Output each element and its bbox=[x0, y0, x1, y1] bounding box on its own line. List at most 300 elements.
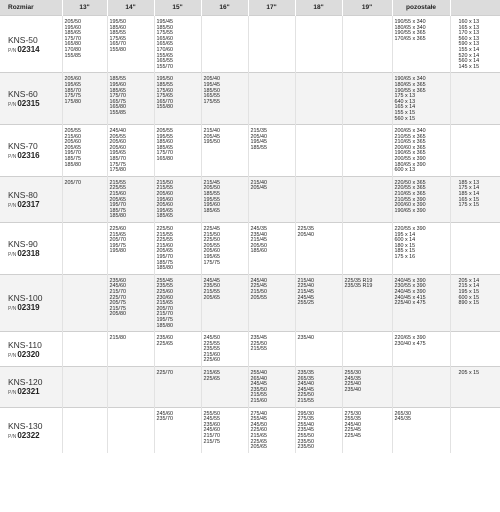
tire-size: 200/65 x 340 bbox=[394, 128, 426, 135]
tire-size: 215/75 bbox=[203, 438, 220, 445]
tire-size: 245/40 bbox=[109, 128, 126, 135]
tire-size: 185 x 13 bbox=[458, 179, 480, 186]
size-cell bbox=[295, 16, 342, 73]
tire-size: 235/45 bbox=[297, 427, 314, 434]
tire-size: 225/45 bbox=[344, 427, 361, 434]
part-number bbox=[8, 99, 60, 110]
tire-size: 265/30 bbox=[394, 410, 411, 417]
tire-size: 225/35 R19 bbox=[344, 277, 373, 284]
tire-size: 215/60 bbox=[203, 351, 220, 358]
size-cell bbox=[342, 407, 392, 453]
tire-size: 225/60 bbox=[203, 357, 220, 364]
tire-size: 255/50 bbox=[297, 433, 314, 439]
model-name: KNS-70 bbox=[8, 140, 38, 151]
tire-size: 165/65 bbox=[156, 41, 173, 48]
model-name: KNS-90 bbox=[8, 238, 38, 249]
part-number-value: 02322 bbox=[17, 430, 40, 440]
model-cell bbox=[0, 73, 62, 125]
header-column: pozostałe bbox=[392, 0, 450, 16]
size-cell bbox=[295, 73, 342, 125]
tire-size: 205/45 bbox=[203, 133, 220, 140]
header-column: 19" bbox=[342, 0, 392, 16]
tire-size: 205/65 bbox=[156, 248, 173, 255]
tire-size: 205/55 bbox=[156, 128, 173, 135]
tire-size: 235/60 bbox=[203, 421, 220, 428]
size-cell bbox=[295, 223, 342, 275]
model-name: KNS-50 bbox=[8, 34, 38, 45]
tire-size: 195/60 bbox=[109, 81, 126, 88]
tire-size: 195/70 bbox=[64, 150, 81, 157]
tire-size: 165 x 13 bbox=[458, 24, 480, 31]
size-cell bbox=[154, 274, 201, 331]
tire-size: 220/55 x 365 bbox=[394, 185, 426, 192]
size-cell bbox=[62, 274, 107, 331]
tire-size: 245/45 bbox=[250, 381, 267, 388]
tire-size: 295/30 bbox=[297, 410, 314, 417]
tire-size: 255/35 bbox=[344, 416, 361, 423]
model-cell bbox=[0, 367, 62, 408]
tire-size: 195/55 bbox=[203, 196, 220, 203]
part-number-prefix: P/N bbox=[8, 433, 17, 440]
tire-size: 245/40 bbox=[297, 381, 314, 388]
table-row bbox=[0, 367, 500, 408]
tire-size: 560 x 13 bbox=[458, 35, 480, 42]
tire-size: 215/75 bbox=[109, 305, 126, 312]
size-cell bbox=[107, 176, 154, 222]
tire-size: 205/50 bbox=[64, 19, 81, 25]
size-cell bbox=[201, 223, 248, 275]
tire-size: 215/80 bbox=[109, 335, 126, 342]
tire-size: 255/45 bbox=[250, 416, 267, 423]
tire-size: 205/65 bbox=[250, 444, 267, 451]
tire-size: 215/50 bbox=[250, 288, 267, 295]
tire-size: 155/70 bbox=[156, 63, 173, 70]
tire-size: 185/75 bbox=[64, 156, 81, 163]
part-number bbox=[8, 151, 60, 162]
header-column: 15" bbox=[154, 0, 201, 16]
size-cell bbox=[342, 125, 392, 177]
tire-size: 180/65 x 365 bbox=[394, 81, 426, 88]
tire-size: 175/70 bbox=[109, 93, 126, 100]
tire-size: 190/65 x 390 bbox=[394, 207, 426, 214]
tire-size: 235/50 bbox=[203, 283, 220, 290]
tire-size: 240/45 x 390 bbox=[394, 288, 426, 295]
tire-size: 265/35 bbox=[297, 375, 314, 382]
size-cell bbox=[107, 73, 154, 125]
tire-size: 215/60 bbox=[156, 242, 173, 249]
tire-size: 205/40 bbox=[203, 76, 220, 83]
size-cell bbox=[107, 332, 154, 367]
tire-size: 235/55 bbox=[156, 283, 173, 290]
tire-size: 195/75 bbox=[109, 242, 126, 249]
model-cell bbox=[0, 407, 62, 453]
tire-size: 215/45 bbox=[250, 237, 267, 244]
tire-size: 600 x 14 bbox=[394, 237, 416, 244]
tire-size: 195/50 bbox=[203, 139, 220, 146]
size-cell bbox=[107, 407, 154, 453]
size-cell bbox=[295, 367, 342, 408]
tire-size: 240/45 x 390 bbox=[394, 277, 426, 284]
size-cell bbox=[392, 16, 450, 73]
table-row bbox=[0, 16, 500, 73]
tire-size: 215/55 bbox=[156, 231, 173, 238]
tire-size: 205/45 bbox=[250, 185, 267, 192]
tire-size: 195/60 bbox=[156, 196, 173, 203]
tire-size: 155/80 bbox=[109, 46, 126, 53]
tire-size: 215/40 bbox=[250, 179, 267, 186]
part-number-value: 02321 bbox=[17, 387, 40, 397]
tire-size: 205/75 bbox=[109, 300, 126, 307]
tire-size: 275/30 bbox=[344, 410, 361, 417]
tire-size: 165/75 bbox=[109, 98, 126, 105]
tire-size: 165 x 15 bbox=[458, 196, 480, 203]
model-cell bbox=[0, 16, 62, 73]
tire-size: 235/50 bbox=[297, 438, 314, 445]
tire-size: 175/75 bbox=[203, 259, 220, 266]
model-name: KNS-130 bbox=[8, 420, 43, 431]
size-cell bbox=[450, 274, 500, 331]
tire-size: 215/65 bbox=[203, 370, 220, 377]
model-name: KNS-60 bbox=[8, 89, 38, 100]
tire-size: 170 x 13 bbox=[458, 30, 480, 37]
tire-size: 255/25 bbox=[297, 300, 314, 307]
size-cell bbox=[154, 125, 201, 177]
tire-size: 220/50 x 365 bbox=[394, 179, 426, 186]
size-cell bbox=[392, 407, 450, 453]
tire-size: 225/65 bbox=[250, 438, 267, 445]
tire-size: 205/55 bbox=[203, 242, 220, 249]
header-column: 18" bbox=[295, 0, 342, 16]
size-cell bbox=[62, 16, 107, 73]
tire-size: 200/60 x 365 bbox=[394, 144, 426, 151]
tire-size: 210/55 x 390 bbox=[394, 196, 426, 203]
tire-size: 195/45 bbox=[156, 19, 173, 25]
tire-size: 165/80 bbox=[109, 104, 126, 111]
size-cell bbox=[342, 16, 392, 73]
tire-size: 215/50 bbox=[156, 179, 173, 186]
tire-size: 190/55 x 365 bbox=[394, 30, 426, 37]
part-number-prefix: P/N bbox=[8, 102, 17, 109]
model-name: KNS-120 bbox=[8, 377, 43, 388]
tire-size: 235/60 bbox=[109, 277, 126, 284]
header-column: 14" bbox=[107, 0, 154, 16]
size-cell bbox=[107, 367, 154, 408]
table-row bbox=[0, 407, 500, 453]
tire-size: 225/70 bbox=[156, 370, 173, 377]
size-cell bbox=[248, 274, 295, 331]
tire-size: 185 x 15 bbox=[394, 248, 416, 255]
size-cell bbox=[248, 223, 295, 275]
tire-size: 225/55 bbox=[156, 237, 173, 244]
tire-size: 225/50 bbox=[203, 237, 220, 244]
size-cell bbox=[107, 223, 154, 275]
tire-size: 215/45 bbox=[203, 179, 220, 186]
tire-size: 225/50 bbox=[297, 392, 314, 399]
size-cell bbox=[201, 176, 248, 222]
tire-size: 245/35 bbox=[394, 416, 411, 423]
tire-size: 220/55 x 390 bbox=[394, 226, 426, 232]
part-number-prefix: P/N bbox=[8, 47, 17, 54]
part-number bbox=[8, 350, 60, 361]
tire-size: 225/35 bbox=[297, 226, 314, 232]
model-cell bbox=[0, 332, 62, 367]
tire-size: 195/65 bbox=[64, 81, 81, 88]
size-cell bbox=[201, 125, 248, 177]
tire-size: 205/80 bbox=[109, 311, 126, 318]
size-cell bbox=[342, 176, 392, 222]
tire-size: 205/65 bbox=[64, 144, 81, 151]
header-row bbox=[0, 0, 500, 16]
tire-size: 165/80 bbox=[64, 41, 81, 48]
size-cell bbox=[295, 332, 342, 367]
tire-size: 205 x 14 bbox=[458, 277, 480, 284]
tire-size: 155/65 bbox=[156, 52, 173, 59]
tire-size: 155/85 bbox=[64, 52, 81, 59]
tire-size: 230/40 x 475 bbox=[394, 340, 426, 347]
header-column: 13" bbox=[62, 0, 107, 16]
size-cell bbox=[450, 16, 500, 73]
tire-size: 185/70 bbox=[64, 87, 81, 94]
size-cell bbox=[392, 125, 450, 177]
tire-size: 185/55 bbox=[156, 81, 173, 88]
size-cell bbox=[154, 367, 201, 408]
tire-size: 185/80 bbox=[109, 213, 126, 220]
tire-size: 195/70 bbox=[156, 253, 173, 260]
tire-size: 195/65 bbox=[203, 253, 220, 260]
tire-size: 235/40 bbox=[344, 386, 361, 393]
tire-size: 225/45 bbox=[250, 283, 267, 290]
tire-size: 195/65 bbox=[109, 150, 126, 157]
tire-size: 225/50 bbox=[250, 340, 267, 347]
tire-size: 255/45 bbox=[156, 277, 173, 284]
tire-size: 180 x 15 bbox=[394, 242, 416, 249]
tire-size: 185/65 bbox=[109, 87, 126, 94]
part-number-value: 02316 bbox=[17, 150, 40, 160]
size-cell bbox=[295, 176, 342, 222]
model-cell bbox=[0, 125, 62, 177]
tire-size: 165/70 bbox=[109, 41, 126, 48]
tire-size: 175/55 bbox=[203, 98, 220, 105]
tire-size: 235/50 bbox=[297, 444, 314, 451]
tire-size: 195/55 bbox=[156, 133, 173, 140]
size-cell bbox=[248, 367, 295, 408]
tire-size: 235/50 bbox=[250, 386, 267, 393]
table-row bbox=[0, 332, 500, 367]
tire-size: 185/60 bbox=[156, 139, 173, 146]
tire-size: 235/40 bbox=[297, 335, 314, 342]
tire-size: 175/55 bbox=[156, 30, 173, 37]
tire-size: 165/80 bbox=[156, 156, 173, 163]
tire-size: 215 x 14 bbox=[458, 283, 480, 290]
tire-size: 155/80 bbox=[156, 104, 173, 111]
tire-size: 215/60 bbox=[250, 398, 267, 405]
tire-size: 155 x 15 bbox=[394, 109, 416, 116]
tire-size: 235/70 bbox=[156, 416, 173, 423]
tire-size: 195/65 bbox=[156, 207, 173, 214]
tire-size: 175/80 bbox=[109, 167, 126, 174]
model-name: KNS-110 bbox=[8, 339, 42, 350]
tire-size: 195/50 bbox=[109, 19, 126, 25]
header-column: 17" bbox=[248, 0, 295, 16]
tire-size: 245/40 bbox=[344, 421, 361, 428]
size-cell bbox=[450, 332, 500, 367]
tire-size: 195/45 bbox=[250, 139, 267, 146]
tire-size: 185/80 bbox=[64, 161, 81, 168]
tire-size: 215/70 bbox=[109, 288, 126, 295]
tire-size: 230/60 bbox=[156, 294, 173, 301]
tire-size: 190/55 x 340 bbox=[394, 19, 426, 25]
size-cell bbox=[107, 274, 154, 331]
tire-size: 215/55 bbox=[203, 288, 220, 295]
tire-size: 185/65 bbox=[64, 30, 81, 37]
tire-size: 185 x 14 bbox=[458, 191, 480, 198]
size-cell bbox=[62, 223, 107, 275]
table-row bbox=[0, 73, 500, 125]
tire-size: 225/50 bbox=[156, 226, 173, 232]
tire-size: 210/65 x 365 bbox=[394, 139, 426, 146]
tire-size: 245/45 bbox=[297, 386, 314, 393]
tire-size: 185/50 bbox=[203, 87, 220, 94]
tire-size: 205 x 15 bbox=[458, 370, 480, 377]
tire-size: 205/50 bbox=[203, 185, 220, 192]
tire-size: 180/65 x 390 bbox=[394, 161, 426, 168]
size-cell bbox=[154, 223, 201, 275]
tire-size: 215/65 bbox=[156, 300, 173, 307]
tire-size: 155/85 bbox=[109, 109, 126, 116]
size-cell bbox=[201, 407, 248, 453]
tire-size: 590 x 13 bbox=[458, 41, 480, 48]
header-size-label: Rozmiar bbox=[0, 0, 62, 16]
tire-size: 220/65 x 390 bbox=[394, 335, 426, 342]
tire-size: 170/65 x 365 bbox=[394, 35, 426, 42]
size-cell bbox=[201, 274, 248, 331]
size-cell bbox=[248, 16, 295, 73]
size-cell bbox=[450, 125, 500, 177]
tire-size: 175/60 bbox=[156, 87, 173, 94]
tire-size: 195/80 bbox=[109, 248, 126, 255]
tire-size: 600 x 15 bbox=[458, 294, 480, 301]
tire-size: 210/65 x 365 bbox=[394, 191, 426, 198]
model-cell bbox=[0, 274, 62, 331]
tire-size: 235/45 bbox=[250, 335, 267, 342]
tire-size: 165/60 bbox=[156, 35, 173, 42]
tire-size: 190/55 x 365 bbox=[394, 87, 426, 94]
tire-size: 215/65 bbox=[250, 433, 267, 439]
part-number-prefix: P/N bbox=[8, 352, 17, 359]
part-number-value: 02314 bbox=[17, 44, 40, 54]
tire-size: 205/65 bbox=[109, 196, 126, 203]
tire-size: 165 x 14 bbox=[394, 104, 416, 111]
tire-size: 185/55 bbox=[203, 191, 220, 198]
tire-size: 165/70 bbox=[156, 98, 173, 105]
table-row bbox=[0, 176, 500, 222]
tire-size: 205/65 bbox=[203, 294, 220, 301]
tire-size: 215/55 bbox=[297, 398, 314, 405]
tire-size: 195/70 bbox=[109, 202, 126, 209]
tire-size: 245/45 bbox=[297, 294, 314, 301]
part-number-prefix: P/N bbox=[8, 251, 17, 258]
tire-size: 205/40 bbox=[297, 231, 314, 238]
part-number bbox=[8, 45, 60, 56]
tire-size: 245/50 bbox=[250, 421, 267, 428]
size-cell bbox=[248, 73, 295, 125]
tire-size: 175/70 bbox=[156, 150, 173, 157]
tire-size: 225/65 bbox=[156, 340, 173, 347]
tire-size: 175/75 bbox=[109, 161, 126, 168]
header-column: 16" bbox=[201, 0, 248, 16]
tire-size: 215/55 bbox=[250, 346, 267, 353]
size-cell bbox=[154, 16, 201, 73]
part-number-prefix: P/N bbox=[8, 202, 17, 209]
size-cell bbox=[450, 223, 500, 275]
tire-size: 225/60 bbox=[250, 427, 267, 434]
size-cell bbox=[154, 332, 201, 367]
tire-size: 215/55 bbox=[156, 185, 173, 192]
part-number-value: 02318 bbox=[17, 248, 40, 258]
model-cell bbox=[0, 223, 62, 275]
tire-size: 215/35 bbox=[250, 128, 267, 135]
tire-size: 240/45 x 415 bbox=[394, 294, 426, 301]
model-name: KNS-80 bbox=[8, 189, 38, 200]
tire-size: 155 x 14 bbox=[458, 46, 480, 53]
tire-size: 200/55 x 390 bbox=[394, 156, 426, 163]
tire-size: 520 x 14 bbox=[458, 52, 480, 59]
size-cell bbox=[392, 274, 450, 331]
tire-size: 175 x 14 bbox=[458, 185, 480, 192]
tire-size: 225/55 bbox=[203, 340, 220, 347]
size-cell bbox=[248, 407, 295, 453]
tire-size: 205/60 bbox=[156, 191, 173, 198]
tire-size: 185/60 bbox=[109, 24, 126, 31]
tire-size: 195/60 bbox=[203, 202, 220, 209]
tire-size: 185/55 bbox=[250, 144, 267, 151]
size-cell bbox=[201, 16, 248, 73]
size-cell bbox=[107, 16, 154, 73]
tire-size: 205/60 bbox=[64, 76, 81, 83]
model-name: KNS-100 bbox=[8, 293, 43, 304]
tire-size: 170/60 bbox=[156, 46, 173, 53]
tire-size: 245/45 bbox=[203, 277, 220, 284]
tire-size: 185/55 bbox=[109, 30, 126, 37]
tire-size: 245/55 bbox=[203, 416, 220, 423]
tire-size: 245/60 bbox=[156, 410, 173, 417]
tire-size: 190/65 x 340 bbox=[394, 76, 426, 83]
size-cell bbox=[62, 407, 107, 453]
tire-size: 235/35 bbox=[297, 370, 314, 377]
tire-size: 195/75 bbox=[156, 316, 173, 323]
table-row bbox=[0, 274, 500, 331]
tire-size: 185/50 bbox=[156, 24, 173, 31]
tire-size: 185/55 bbox=[109, 76, 126, 83]
part-number-value: 02319 bbox=[17, 303, 40, 313]
tire-size: 175/70 bbox=[64, 35, 81, 42]
size-cell bbox=[392, 367, 450, 408]
tire-size: 215/40 bbox=[297, 277, 314, 284]
size-cell bbox=[392, 73, 450, 125]
part-number bbox=[8, 249, 60, 260]
part-number-value: 02320 bbox=[17, 349, 40, 359]
tire-size: 225/70 bbox=[109, 294, 126, 301]
model-cell bbox=[0, 176, 62, 222]
tire-size: 205/55 bbox=[64, 128, 81, 135]
tire-size: 215/50 bbox=[203, 231, 220, 238]
tire-size: 175/75 bbox=[64, 93, 81, 100]
size-cell bbox=[295, 274, 342, 331]
size-cell bbox=[342, 332, 392, 367]
tire-size: 215/55 bbox=[250, 392, 267, 399]
tire-size: 225/65 bbox=[203, 375, 220, 382]
tire-size: 235/55 bbox=[203, 346, 220, 353]
